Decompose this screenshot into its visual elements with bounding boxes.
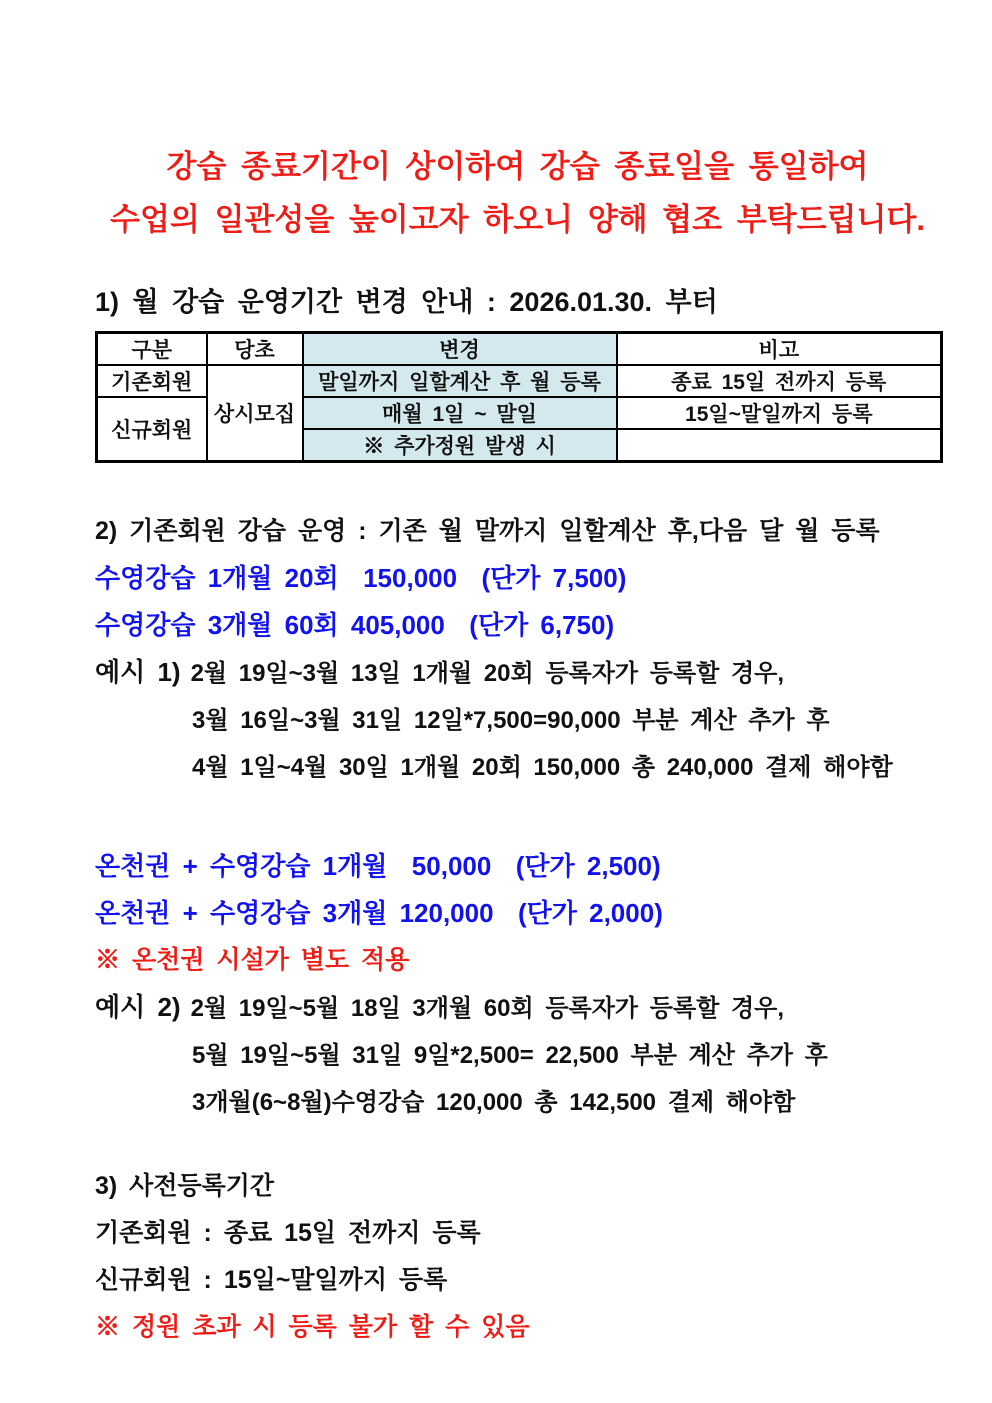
schedule-change-table — [95, 331, 943, 463]
table-row-existing-member — [97, 365, 942, 397]
title-line-2: 수업의 일관성을 높이고자 하오니 양해 협조 부탁드립니다. — [110, 202, 925, 237]
cell-always-recruiting: 상시모집 — [207, 365, 303, 462]
cell-change-row3: ※ 추가정원 발생 시 — [303, 429, 617, 462]
spa-price-3month: 온천권 + 수영강습 3개월 120,000 (단가 2,000) — [95, 898, 663, 928]
header-cell-change: 변경 — [303, 333, 617, 366]
cell-new-member: 신규회원 — [97, 397, 207, 462]
example-2-line-1 — [95, 987, 940, 1029]
header-cell-gubun: 구분 — [97, 333, 207, 366]
header-cell-bigo: 비고 — [617, 333, 942, 366]
example-2-text-1: 2월 19일~5월 18일 3개월 60회 등록자가 등록할 경우, — [190, 995, 785, 1022]
cell-existing-member: 기존회원 — [97, 365, 207, 397]
title-line-1: 강습 종료기간이 상이하여 강습 종료일을 통일하여 — [166, 149, 869, 184]
section-1-heading: 1) 월 강습 운영기간 변경 안내 : 2026.01.30. 부터 — [95, 287, 718, 317]
example-1-text-1: 2월 19일~3월 13일 1개월 20회 등록자가 등록할 경우, — [190, 660, 785, 687]
example-1-line-2: 3월 16일~3월 31일 12일*7,500=90,000 부분 계산 추가 후 — [192, 707, 830, 734]
section-3 — [95, 1166, 940, 1347]
capacity-exceeded-note: ※ 정원 초과 시 등록 불가 할 수 있음 — [95, 1313, 530, 1341]
example-1-label: 예시 1) — [95, 657, 181, 687]
cell-bigo-row1: 종료 15일 전까지 등록 — [617, 365, 942, 397]
swim-price-3month: 수영강습 3개월 60회 405,000 (단가 6,750) — [95, 610, 615, 640]
example-1-line-1 — [95, 652, 940, 694]
swim-price-1month: 수영강습 1개월 20회 150,000 (단가 7,500) — [95, 563, 627, 593]
existing-member-registration: 기존회원 : 종료 15일 전까지 등록 — [95, 1219, 481, 1247]
spa-price-1month: 온천권 + 수영강습 1개월 50,000 (단가 2,500) — [95, 851, 661, 881]
example-2-line-2: 5월 19일~5월 31일 9일*2,500= 22,500 부분 계산 추가 후 — [192, 1042, 828, 1069]
section-1 — [95, 282, 940, 463]
section-3-heading: 3) 사전등록기간 — [95, 1172, 275, 1200]
cell-bigo-row3 — [617, 429, 942, 462]
header-cell-dangcho: 당초 — [207, 333, 303, 366]
document-title — [95, 140, 940, 246]
cell-change-row2: 매월 1일 ~ 말일 — [303, 397, 617, 429]
cell-change-row1: 말일까지 일할계산 후 월 등록 — [303, 365, 617, 397]
spa-extra-fee-note: ※ 온천권 시설가 별도 적용 — [95, 946, 410, 974]
table-header-row — [97, 333, 942, 366]
section-2 — [95, 511, 940, 1123]
new-member-registration: 신규회원 : 15일~말일까지 등록 — [95, 1266, 448, 1294]
example-2-label: 예시 2) — [95, 992, 181, 1022]
example-1-line-3: 4월 1일~4월 30일 1개월 20회 150,000 총 240,000 결제 해야함 — [192, 754, 893, 781]
section-2-heading: 2) 기존회원 강습 운영 : 기존 월 말까지 일할계산 후,다음 달 월 등록 — [95, 517, 880, 545]
example-2-line-3: 3개월(6~8월)수영강습 120,000 총 142,500 결제 해야함 — [192, 1089, 796, 1116]
cell-bigo-row2: 15일~말일까지 등록 — [617, 397, 942, 429]
